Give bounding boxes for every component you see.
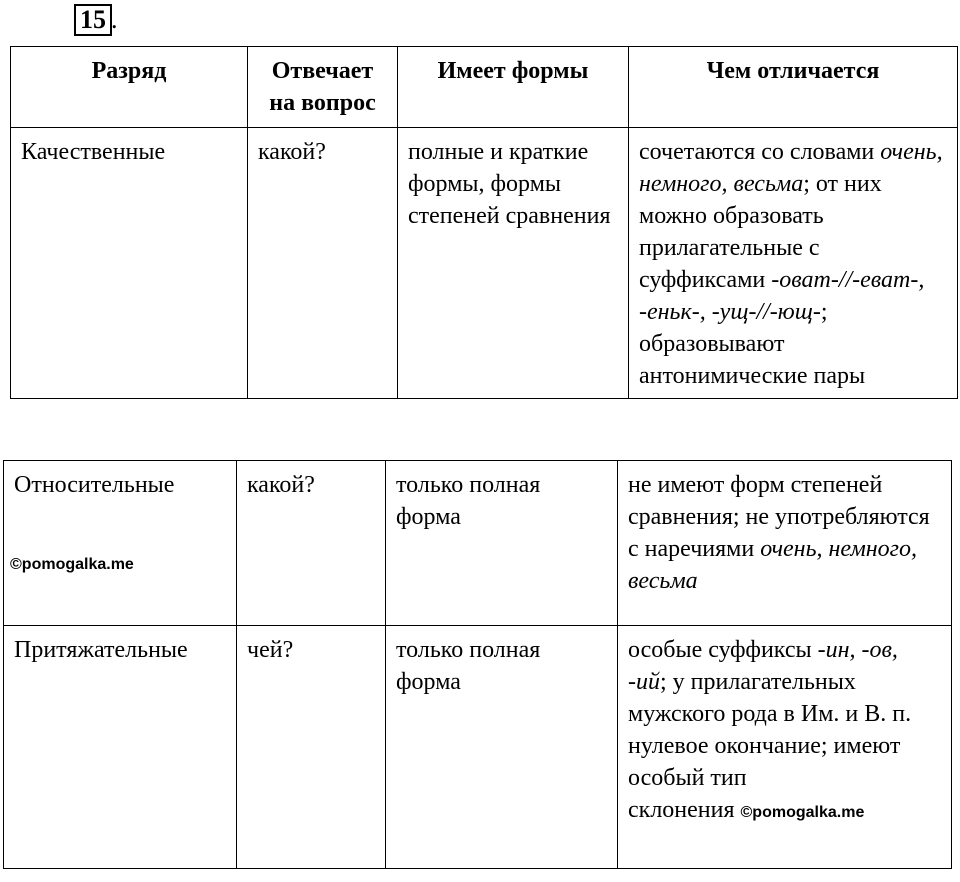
cell-category: Качественные xyxy=(11,128,248,399)
table-header-row xyxy=(11,47,958,128)
table-row-possessive xyxy=(4,626,952,869)
adjective-categories-table-bottom xyxy=(3,460,952,869)
cell-question: какой? xyxy=(248,128,398,399)
cell-question: чей? xyxy=(237,626,386,869)
table-row-qualitative xyxy=(11,128,958,399)
cell-category-text: Относительные xyxy=(14,472,175,498)
header-forms: Имеет формы xyxy=(398,47,629,128)
diff-italic: очень, немного, весьма xyxy=(628,536,918,594)
diff-text: ; у прилагательных мужского рода в Им. и В. п. нулевое окончание; имеют особый тип склонения xyxy=(628,669,912,823)
cell-forms: полные и краткие формы, формы степеней сравнения xyxy=(398,128,629,399)
task-number-value: 15 xyxy=(80,5,106,34)
diff-text: особые суффиксы xyxy=(628,637,818,663)
task-number-dot: . xyxy=(111,5,118,34)
watermark: ©pomogalka.me xyxy=(740,804,865,821)
cell-forms: только полная форма xyxy=(386,626,618,869)
cell-difference xyxy=(629,128,958,399)
cell-category xyxy=(4,461,237,626)
cell-category: Притяжательные xyxy=(4,626,237,869)
task-number xyxy=(74,4,112,36)
header-category: Разряд xyxy=(11,47,248,128)
header-difference: Чем отличается xyxy=(629,47,958,128)
diff-text: ; образовывают антонимические пары xyxy=(639,299,866,389)
table-row-relative xyxy=(4,461,952,626)
adjective-categories-table-top xyxy=(10,46,958,399)
diff-italic: очень, немного, весьма xyxy=(639,139,943,197)
diff-text: не имеют форм степеней сравнения; не употребляются с наречиями xyxy=(628,472,930,562)
cell-difference xyxy=(618,626,952,869)
cell-question: какой? xyxy=(237,461,386,626)
diff-text: ; от них можно образовать прилагательные с суффиксами xyxy=(639,171,882,293)
diff-text: сочетаются со словами xyxy=(639,139,881,165)
cell-difference xyxy=(618,461,952,626)
header-question: Отвечает на вопрос xyxy=(248,47,398,128)
diff-italic: -оват-//-еват-, -еньк-, -ущ-//-ющ- xyxy=(639,267,925,325)
diff-italic: -ин, -ов, -ий xyxy=(628,637,898,695)
cell-forms: только полная форма xyxy=(386,461,618,626)
watermark: ©pomogalka.me xyxy=(10,556,134,573)
